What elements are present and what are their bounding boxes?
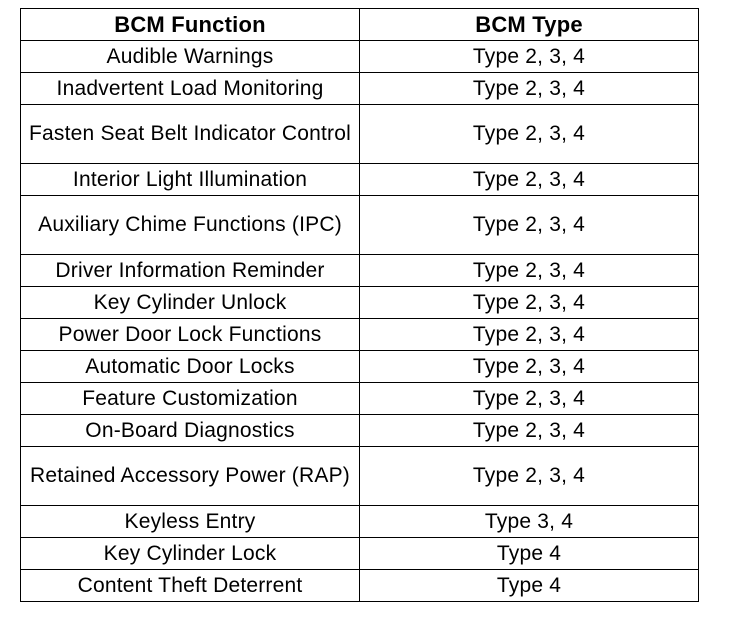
bcm-function-table — [20, 8, 699, 602]
function-cell: Automatic Door Locks — [21, 351, 360, 383]
table-row — [21, 196, 699, 255]
function-cell: Fasten Seat Belt Indicator Control — [21, 105, 360, 164]
function-cell: Keyless Entry — [21, 506, 360, 538]
type-cell: Type 2, 3, 4 — [360, 41, 699, 73]
type-cell: Type 4 — [360, 570, 699, 602]
type-cell: Type 2, 3, 4 — [360, 319, 699, 351]
function-cell: On-Board Diagnostics — [21, 415, 360, 447]
table-row — [21, 570, 699, 602]
function-cell: Interior Light Illumination — [21, 164, 360, 196]
type-cell: Type 2, 3, 4 — [360, 105, 699, 164]
table-row — [21, 447, 699, 506]
table-row — [21, 41, 699, 73]
function-cell: Retained Accessory Power (RAP) — [21, 447, 360, 506]
table-row — [21, 383, 699, 415]
type-cell: Type 2, 3, 4 — [360, 255, 699, 287]
function-cell: Inadvertent Load Monitoring — [21, 73, 360, 105]
table-row — [21, 351, 699, 383]
function-cell: Driver Information Reminder — [21, 255, 360, 287]
type-cell: Type 2, 3, 4 — [360, 383, 699, 415]
function-cell: Power Door Lock Functions — [21, 319, 360, 351]
type-cell: Type 2, 3, 4 — [360, 287, 699, 319]
function-cell: Key Cylinder Unlock — [21, 287, 360, 319]
table-row — [21, 415, 699, 447]
function-cell: Content Theft Deterrent — [21, 570, 360, 602]
table-row — [21, 538, 699, 570]
function-cell: Key Cylinder Lock — [21, 538, 360, 570]
header-bcm-function: BCM Function — [21, 9, 360, 41]
type-cell: Type 2, 3, 4 — [360, 73, 699, 105]
function-cell: Auxiliary Chime Functions (IPC) — [21, 196, 360, 255]
type-cell: Type 2, 3, 4 — [360, 415, 699, 447]
table-row — [21, 105, 699, 164]
function-cell: Feature Customization — [21, 383, 360, 415]
function-cell: Audible Warnings — [21, 41, 360, 73]
table-row — [21, 255, 699, 287]
type-cell: Type 2, 3, 4 — [360, 447, 699, 506]
table-row — [21, 319, 699, 351]
type-cell: Type 4 — [360, 538, 699, 570]
type-cell: Type 3, 4 — [360, 506, 699, 538]
type-cell: Type 2, 3, 4 — [360, 164, 699, 196]
table-row — [21, 164, 699, 196]
header-bcm-type: BCM Type — [360, 9, 699, 41]
table-row — [21, 506, 699, 538]
type-cell: Type 2, 3, 4 — [360, 351, 699, 383]
table-row — [21, 287, 699, 319]
type-cell: Type 2, 3, 4 — [360, 196, 699, 255]
table-row — [21, 73, 699, 105]
table-header-row — [21, 9, 699, 41]
